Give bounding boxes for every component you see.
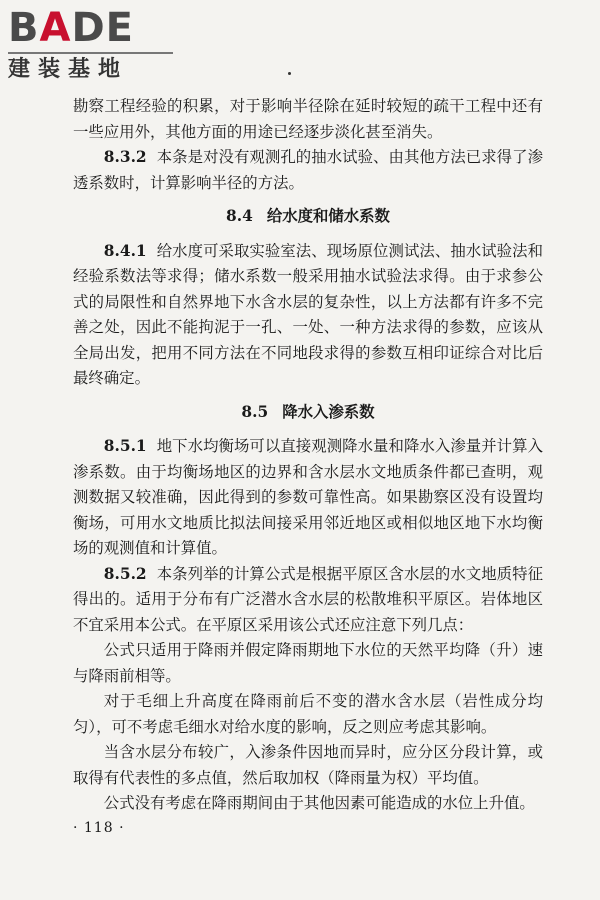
- section-heading-8-5: [73, 400, 543, 426]
- bade-logo: [8, 6, 183, 83]
- section-number: 8.4: [226, 207, 253, 225]
- clause-8-5-1: [73, 434, 543, 562]
- logo-wordmark: [8, 6, 183, 50]
- note-paragraph-3: 当含水层分布较广，入渗条件因地而异时，应分区分段计算，或取得有代表性的多点值，然后取加权（降雨量为权）平均值。: [73, 743, 543, 787]
- clause-8-3-2: [73, 145, 543, 196]
- clause-8-5-2: [73, 562, 543, 639]
- note-paragraph-2: 对于毛细上升高度在降雨前后不变的潜水含水层（岩性成分均匀），可不考虑毛细水对给水度的影响，反之则应考虑其影响。: [73, 692, 543, 736]
- clause-8-4-1: [73, 239, 543, 392]
- clause-text: 本条是对没有观测孔的抽水试验、由其他方法已求得了渗透系数时，计算影响半径的方法。: [73, 148, 543, 192]
- logo-letters-de: DE: [71, 5, 134, 51]
- logo-letter-a: A: [39, 5, 72, 51]
- page-number: · 118 ·: [73, 820, 125, 836]
- section-heading-8-4: [73, 204, 543, 230]
- logo-subtitle: 建装基地: [8, 57, 129, 82]
- logo-letter-b: B: [8, 5, 40, 51]
- clause-number: 8.5.2: [103, 564, 147, 583]
- paragraph-continued: 勘察工程经验的积累，对于影响半径除在延时较短的疏干工程中还有一些应用外，其他方面的用途已经逐步淡化甚至消失。: [73, 97, 543, 141]
- stray-dot: [288, 72, 291, 75]
- note-paragraph-1: 公式只适用于降雨并假定降雨期地下水位的天然平均降（升）速与降雨前相等。: [73, 641, 543, 685]
- clause-number: 8.5.1: [103, 437, 147, 455]
- logo-rule: [8, 52, 173, 54]
- section-number: 8.5: [241, 402, 269, 421]
- page-body: [73, 94, 543, 817]
- clause-text: 地下水均衡场可以直接观测降水量和降水入渗量并计算入渗系数。由于均衡场地区的边界和含水层水文地质条件都已查明，观测数据又较准确，因此得到的参数可靠性高。如果勘察区没有设置均衡场，可用水文地质比拟法间接采用邻近地区或相似地区地下水均衡场的观测值和计算值。: [73, 437, 543, 557]
- clause-text: 本条列举的计算公式是根据平原区含水层的水文地质特征得出的。适用于分布有广泛潜水含水层的松散堆积平原区。岩体地区不宜采用本公式。在平原区采用该公式还应注意下列几点：: [73, 564, 543, 634]
- clause-text: 给水度可采取实验室法、现场原位测试法、抽水试验法和经验系数法等求得；储水系数一般采用抽水试验法求得。由于求参公式的局限性和自然界地下水含水层的复杂性，以上方法都有许多不完善之处，因此不能拘泥于一孔、一处、一种方法求得的参数，应该从全局出发，把用不同方法在不同地段求得的参数互相印证综合对比后最终确定。: [73, 241, 543, 387]
- note-paragraph-4: 公式没有考虑在降雨期间由于其他因素可能造成的水位上升值。: [103, 794, 535, 812]
- clause-number: 8.4.1: [103, 241, 147, 260]
- section-title: 降水入渗系数: [282, 402, 375, 421]
- section-title: 给水度和储水系数: [266, 207, 390, 225]
- clause-number: 8.3.2: [103, 148, 147, 166]
